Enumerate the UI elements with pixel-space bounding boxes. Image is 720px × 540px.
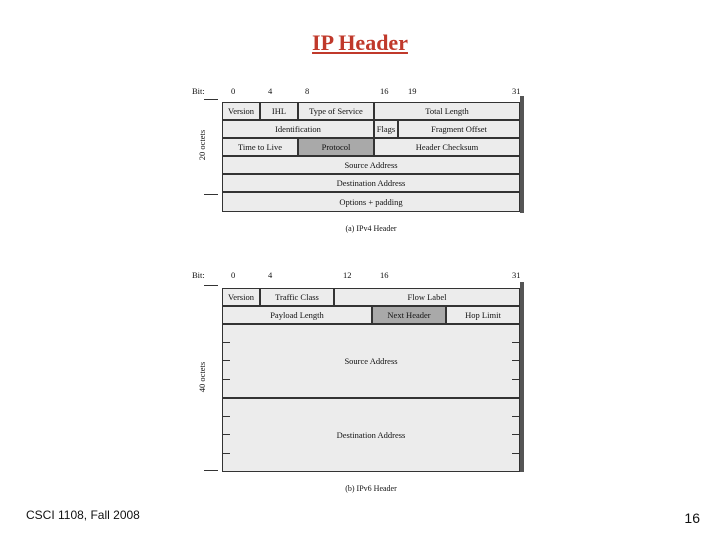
ipv6-field-next-header: Next Header [372,306,446,324]
ipv4-field-source-address: Source Address [222,156,520,174]
ipv4-bit-number: 8 [305,86,310,96]
ipv6-caption: (b) IPv6 Header [345,484,397,493]
ipv6-bit-number: 4 [268,270,273,280]
ipv4-field-header-checksum: Header Checksum [374,138,520,156]
ipv4-bit-number: 16 [380,86,389,96]
ipv4-bracket-tick [204,99,218,100]
ipv4-field-type-of-service: Type of Service [298,102,374,120]
ipv6-octets-label: 40 octets [197,361,207,393]
ipv6-bit-number: 31 [512,270,521,280]
footer-course-label: CSCI 1108, Fall 2008 [26,508,140,522]
ipv4-field-destination-address: Destination Address [222,174,520,192]
ipv6-word-tick [222,434,230,435]
ipv6-word-tick [512,342,520,343]
ipv6-field-traffic-class: Traffic Class [260,288,334,306]
page-number: 16 [684,510,700,526]
ipv6-word-tick [512,453,520,454]
ipv4-field-time-to-live: Time to Live [222,138,298,156]
ipv4-bit-number: 4 [268,86,273,96]
ipv6-field-payload-length: Payload Length [222,306,372,324]
ipv6-frame-shadow [520,282,524,472]
ipv6-bit-number: 0 [231,270,236,280]
ipv6-bit-number: 16 [380,270,389,280]
ipv6-field-source-address: Source Address [222,324,520,398]
slide-title: IP Header [312,30,408,55]
ipv6-word-tick [222,379,230,380]
ipv6-field-destination-address: Destination Address [222,398,520,472]
ipv6-bracket-tick [204,470,218,471]
ipv4-frame-shadow [520,96,524,213]
ipv4-field-ihl: IHL [260,102,298,120]
ipv6-field-flow-label: Flow Label [334,288,520,306]
ipv4-caption: (a) IPv4 Header [345,224,397,233]
ipv6-field-hop-limit: Hop Limit [446,306,520,324]
ipv6-word-tick [512,379,520,380]
ipv6-field-version: Version [222,288,260,306]
ipv4-field-protocol: Protocol [298,138,374,156]
ipv4-bracket-tick [204,194,218,195]
ipv4-field-version: Version [222,102,260,120]
ipv4-bit-label: Bit: [192,86,205,96]
ipv6-bracket-tick [204,285,218,286]
ipv6-word-tick [222,416,230,417]
ipv4-bit-number: 31 [512,86,521,96]
ipv4-field-identification: Identification [222,120,374,138]
ipv6-bit-number: 12 [343,270,352,280]
ipv6-word-tick [222,453,230,454]
ipv6-bit-label: Bit: [192,270,205,280]
ipv6-word-tick [222,360,230,361]
ipv6-word-tick [512,360,520,361]
ipv4-field-flags: Flags [374,120,398,138]
ipv6-word-tick [222,342,230,343]
ipv6-word-tick [512,416,520,417]
ipv4-field-fragment-offset: Fragment Offset [398,120,520,138]
ipv4-bit-number: 19 [408,86,417,96]
ipv4-field-total-length: Total Length [374,102,520,120]
ipv6-word-tick [512,434,520,435]
ipv4-bit-number: 0 [231,86,236,96]
ipv4-octets-label: 20 octets [197,129,207,161]
ipv4-field-options-padding: Options + padding [222,192,520,212]
